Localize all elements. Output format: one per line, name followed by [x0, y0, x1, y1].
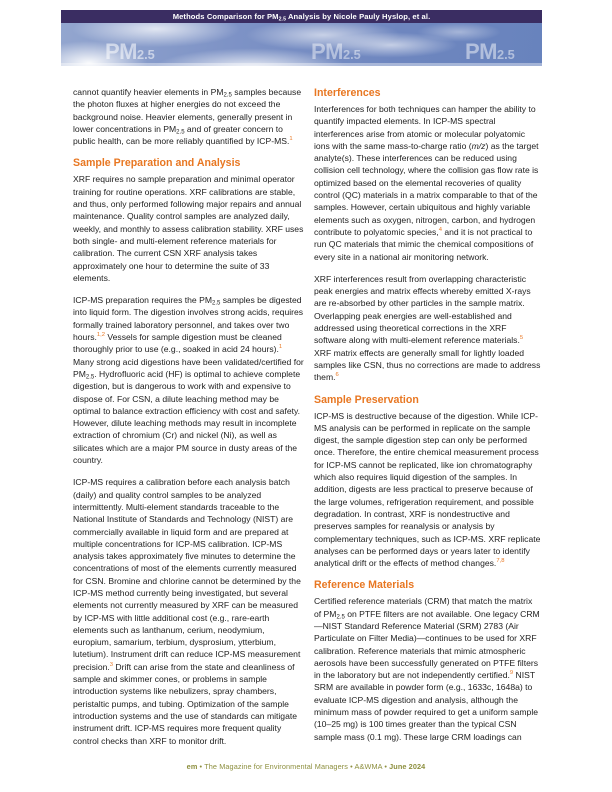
section-heading: Reference Materials — [314, 579, 415, 592]
right-column — [314, 86, 541, 757]
section-heading: Sample Preparation and Analysis — [73, 157, 241, 170]
pm25-watermark: PM2.5 — [465, 39, 515, 64]
body-paragraph: ICP-MS preparation requires the $PM_{2.5}$ samples be digested into liquid form. The digestion involves strong acids, requires formally trained laboratory personnel, and takes over two hours.$^{1,2}$ Vessels for sample digestion must be cleaned thoroughly prior to use (e.g., soaked in acid 24 hours).$^1$ Many strong acid digestions have been validated/certified for $PM_{2.5}$. Hydrofluoric acid (HF) is optimal to achieve complete digestion, but is dangerous to work with and expensive to dispose of. For CSN, a dilute leaching method may be optimal to balance extraction efficiency with cost and safety. However, dilute leaching methods may result in incomplete extraction of chromium (Cr) and nickel (Ni), as well as silicates which are a major PM source in dusty areas of the country. — [73, 295, 304, 466]
body-paragraph: XRF requires no sample preparation and minimal operator training for routine operations. XRF calibrations are stable, and thus, only performed following major repairs and annual maintenance. Quality control samples are analyzed daily, weekly, and monthly to assess calibration stability. XRF uses both single- and multi-element reference materials for calibration. The current CSN XRF analysis takes approximately one hour to determine the suite of 33 elements. — [73, 174, 304, 283]
body-paragraph: cannot quantify heavier elements in $PM_{2.5}$ samples because the photon fluxes at higher energies do not exceed the background noise. Heavier elements, generally present in lower concentrations in $PM_{2.5}$ and of greater concern to public health, can be more reliably quantified by ICP-MS.$^1$ — [73, 87, 302, 147]
body-paragraph: ICP-MS is destructive because of the digestion. While ICP-MS analysis can be performed in replicate on the sample digest, the sample digestion step can only be performed once. Therefore, the entire chemical measurement process for ICP-MS cannot be replicated, like ion chromatography which also requires liquid digestion of the samples. In addition, digests are less practical to preserve because of the large volumes, refrigeration requirement, and possible degradation. In contrast, XRF is nondestructive and preserves samples for reanalysis or analysis by complementary techniques, such as ICP-MS. XRF replicate analyses can be performed days or years later to identify analytical drift or the effects of method changes.$^{7,8}$ — [314, 410, 541, 569]
left-column — [73, 86, 305, 757]
footer-tagline: • The Magazine for Environmental Managers • A&WMA • — [197, 762, 390, 771]
section-heading: Interferences — [314, 87, 381, 99]
pm25-watermark: PM2.5 — [105, 39, 155, 64]
body-paragraph: XRF interferences result from overlapping characteristic peak energies and matrix effects whereby emitted X-rays are re-absorbed by other particles in the sample matrix. Overlapping peak energies are well-established and addressed using theoretical corrections in the XRF software along with multi-element reference materials.$^5$ XRF matrix effects are generally small for lightly loaded samples like CSN, thus no corrections are made to address them.$^6$ — [314, 273, 541, 383]
footer-magazine-name: em — [186, 762, 198, 771]
section-heading: Sample Preservation — [314, 393, 419, 406]
page-footer — [0, 762, 612, 771]
body-paragraph: Certified reference materials (CRM) that match the matrix of $PM_{2.5}$ on PTFE filters are not available. One legacy CRM—NIST Standard Reference Material (SRM) 2783 (Air Particulate on Filter Media)—continues to be used for XRF calibration. Reference materials that mimic atmospheric aerosols have been successfully generated on PTFE filters in the laboratory but are not independently certified.$^9$ NIST SRM are available in powder form (e.g., 1633c, 1648a) to evaluate ICP-MS digestion and analysis, although the minimum mass of powder required to get a uniform sample (10–25 mg) is 100 times greater than the typical CSN sample mass (0.1 mg). These large CRM loadings can — [314, 596, 540, 742]
sky-banner — [61, 23, 542, 66]
footer-date: June 2024 — [389, 762, 426, 771]
article-body — [73, 86, 541, 757]
article-title: Methods Comparison for $PM_{2.5}$ Analysis by Nicole Pauly Hyslop, et al. — [172, 12, 431, 23]
body-paragraph: ICP-MS requires a calibration before each analysis batch (daily) and quality control samples to be analyzed intermittently. Multi-element standards traceable to the National Institute of Standards and Technology (NIST) are commercially available in liquid form and are prepared at multiple concentrations for ICP-MS calibration. ICP-MS analysis takes approximately five minutes to determine the concentrations of most of the elements currently measured for CSN. Bromine and chlorine cannot be determined by the ICP-MS method currently being investigated, but several elements not currently measured by XRF can be measured by ICP-MS with little additional cost (e.g., rare-earth elements such as lanthanum, cerium, neodymium, europium, samarium, terbium, dysprosium, ytterbium, lutetium). Instrument drift can reduce ICP-MS measurement precision.$^3$ Drift can arise from the state and cleanliness of sample and skimmer cones, or problems in sample introduction systems like nebulizers, spray chambers, peristaltic pumps, and tubing. Optimization of the sample introduction systems and the use of standards can mitigate instrument drift. ICP-MS requires more frequent quality control checks than XRF to monitor drift. — [73, 477, 301, 746]
pm25-watermark: PM2.5 — [311, 39, 361, 64]
header-bar — [61, 10, 542, 23]
body-paragraph: Interferences for both techniques can hamper the ability to quantify impacted elements. In ICP-MS spectral interferences arise from atomic or molecular polyatomic ions with the same mass-to-charge ratio (m/z) as the target analyte(s). These interferences can be reduced using collision cell technology, where the collision gas flow rate is optimized based on the elemental recoveries of quality control (QC) materials in a matrix comparable to that of the samples. However, certain ubiquitous and highly variable elements such as oxygen, nitrogen, carbon, and hydrogen contribute to polyatomic species,$^4$ and it is not practical to run QC materials that mimic the chemical compositions of every site in a national air monitoring network. — [314, 104, 539, 262]
